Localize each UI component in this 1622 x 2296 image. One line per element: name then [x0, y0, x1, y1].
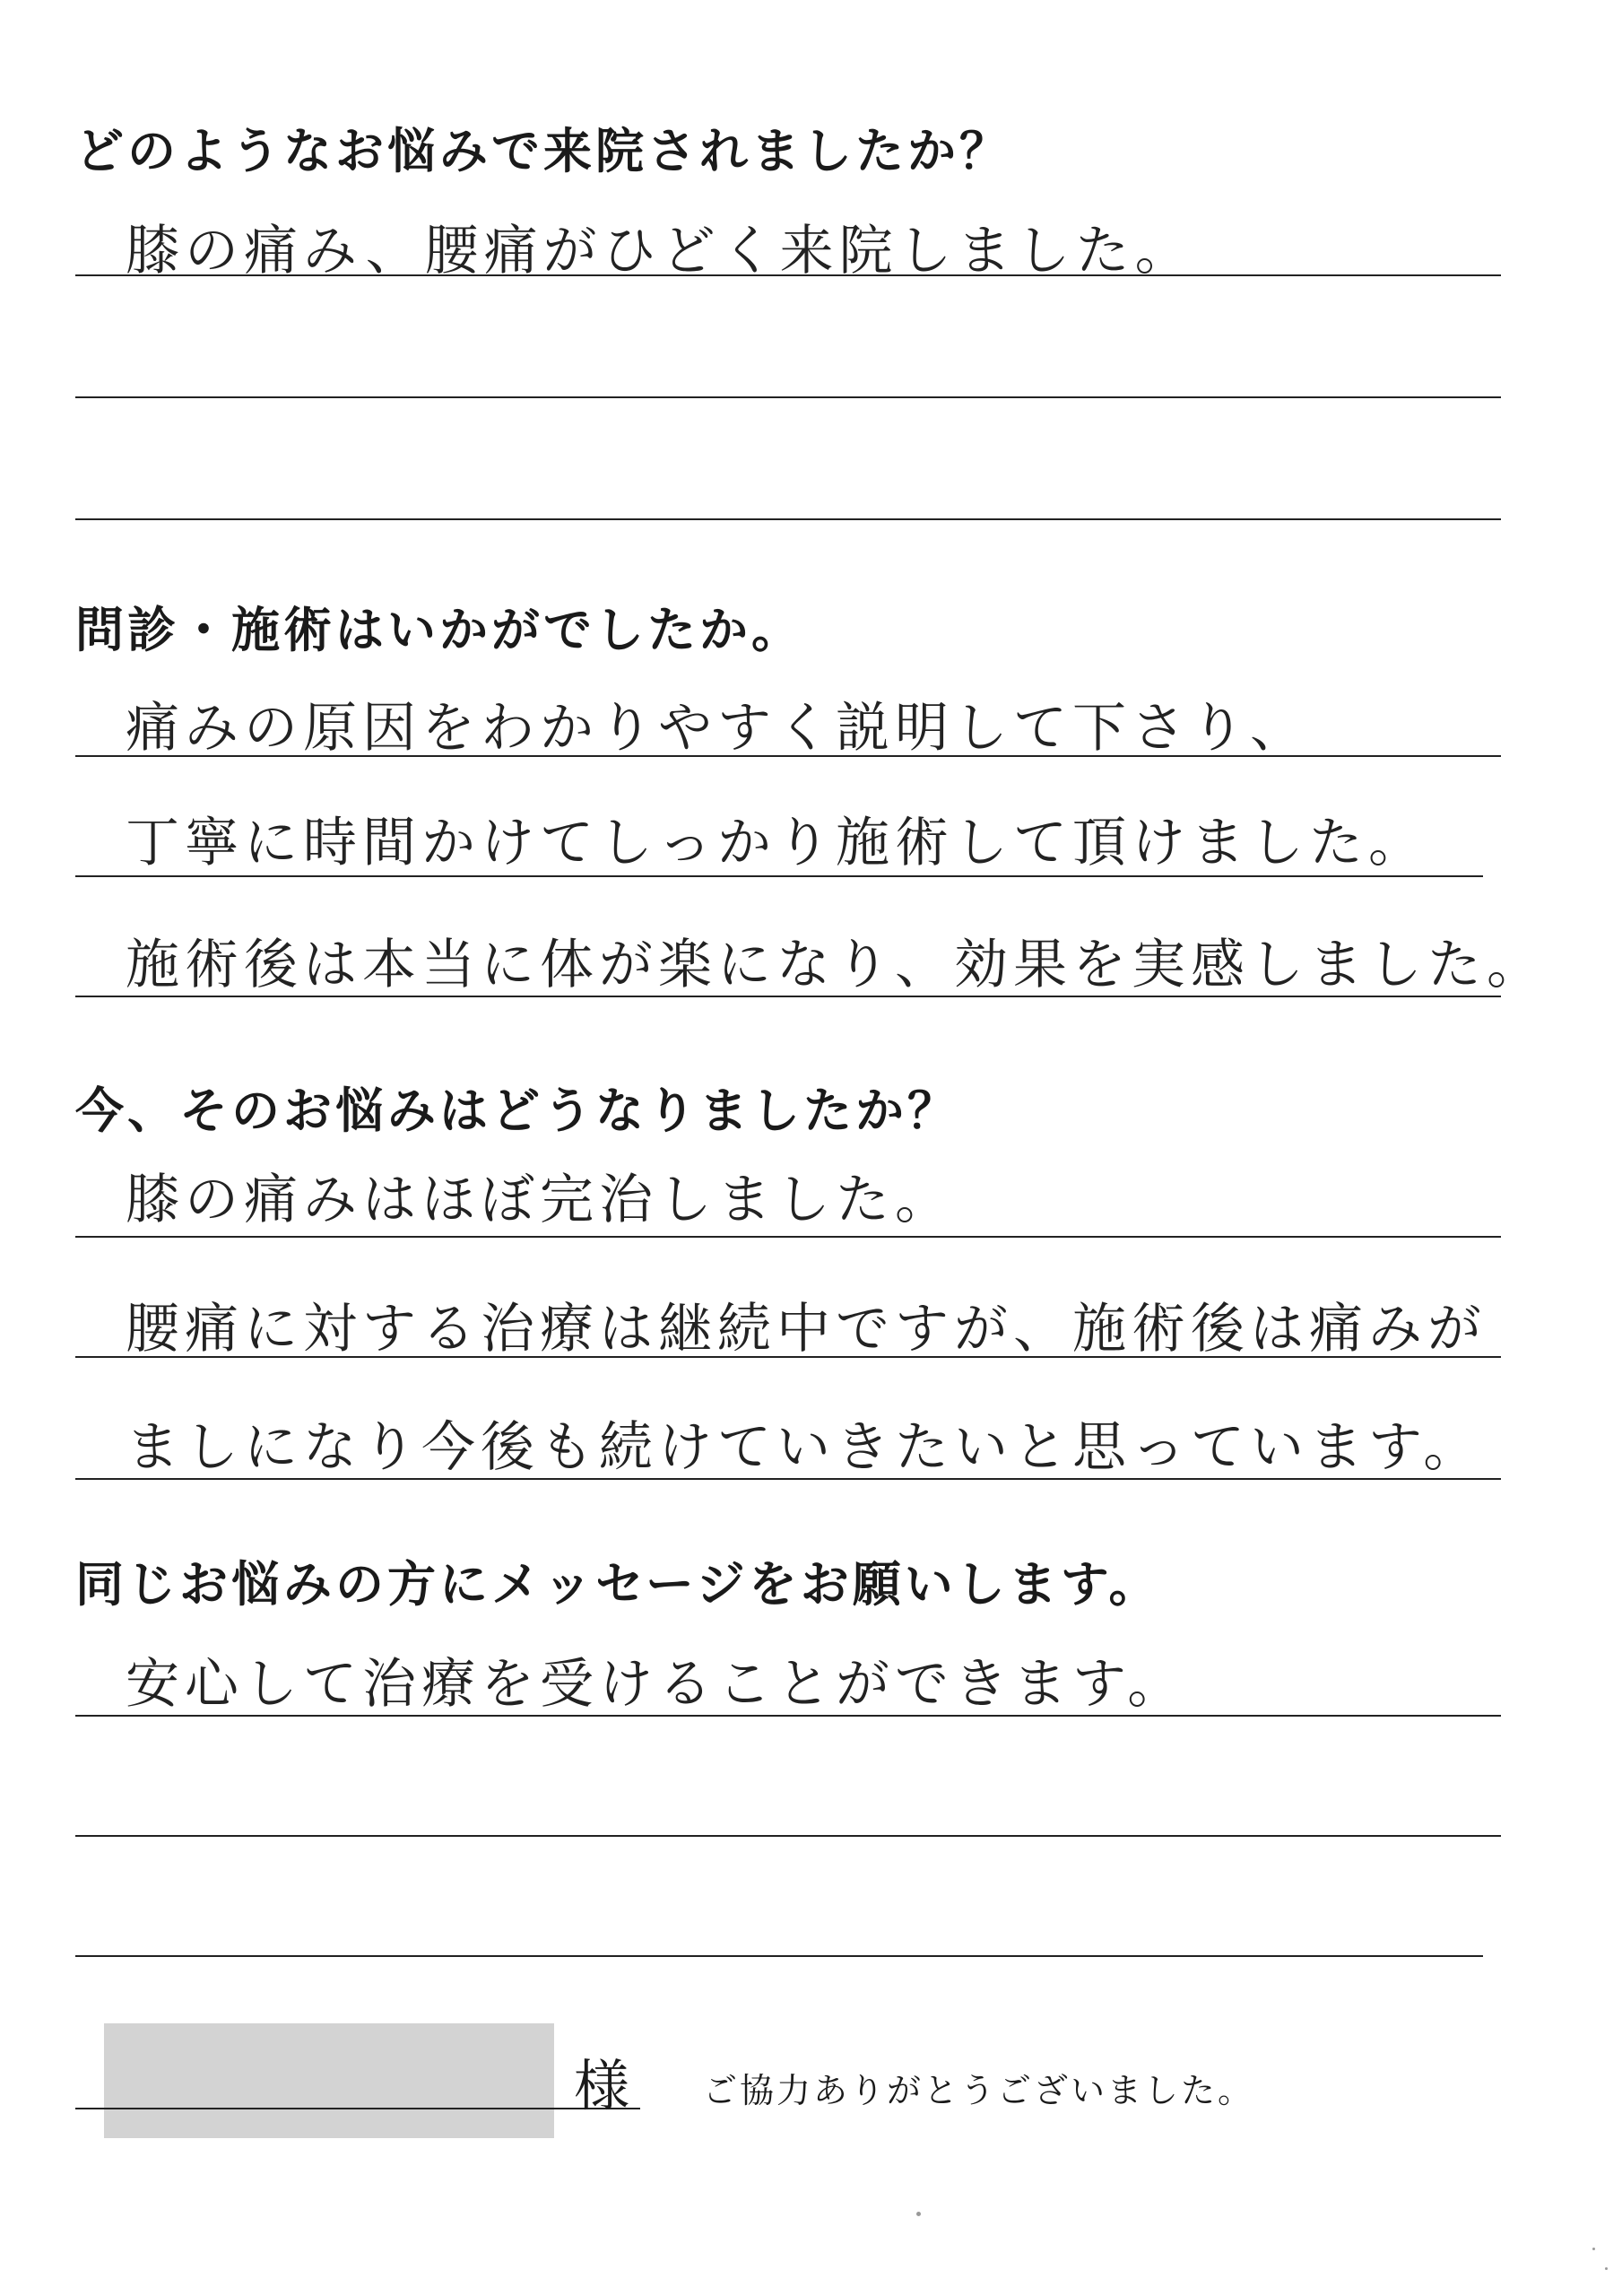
answer-rule	[75, 274, 1501, 276]
answer-3-line-2: 腰痛に対する治療は継続中ですが、施術後は痛みが	[126, 1298, 1487, 1361]
question-4: 同じお悩みの方にメッセージをお願いします。	[75, 1556, 1161, 1613]
answer-rule	[75, 996, 1501, 997]
question-3: 今、そのお悩みはどうなりましたか？	[75, 1083, 959, 1139]
answer-rule	[75, 1236, 1501, 1238]
answer-rule	[75, 755, 1501, 757]
answer-3-line-1: 膝の痛みはほぼ完治しました。	[126, 1169, 954, 1231]
answer-rule	[75, 396, 1501, 398]
scan-speck	[1605, 2267, 1608, 2270]
scan-speck	[1592, 2248, 1595, 2250]
question-1: どのようなお悩みで来院されましたか？	[75, 123, 1011, 179]
answer-4-line-1: 安心して治療を受けることができます。	[126, 1653, 1187, 1716]
answer-rule	[75, 875, 1483, 877]
thanks-message: ご協力ありがとうございました。	[703, 2071, 1255, 2110]
honorific-sama: 様	[574, 2053, 630, 2118]
answer-2-line-2: 丁寧に時間かけてしっかり施術して頂けました。	[126, 812, 1427, 874]
answer-rule	[75, 518, 1501, 520]
answer-rule	[75, 1356, 1501, 1358]
name-rule	[75, 2108, 640, 2109]
answer-2-line-1: 痛みの原因をわかりやすく説明して下さり、	[126, 697, 1309, 760]
answer-rule	[75, 1715, 1501, 1717]
scan-speck	[916, 2212, 921, 2216]
answer-rule	[75, 1955, 1483, 1957]
question-2: 問診・施術はいかがでしたか。	[75, 602, 803, 658]
answer-rule	[75, 1478, 1501, 1480]
answer-3-line-3: ましになり今後も続けていきたいと思っています。	[126, 1416, 1483, 1479]
answer-1-line-1: 膝の痛み、腰痛がひどく来院しました。	[126, 220, 1194, 283]
redacted-name-box	[104, 2023, 554, 2138]
answer-2-line-3: 施術後は本当に体が楽になり、効果を実感しました。	[126, 934, 1546, 996]
answer-rule	[75, 1835, 1501, 1837]
